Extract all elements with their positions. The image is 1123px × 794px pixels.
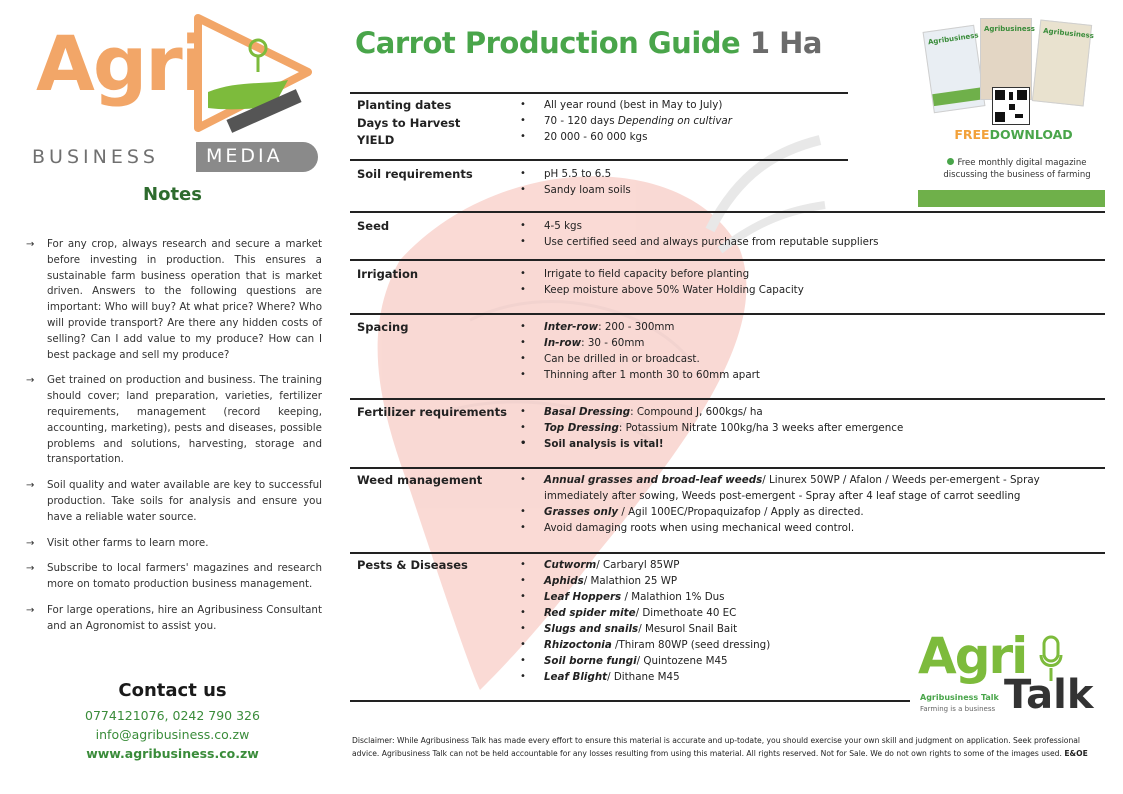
eoe-text: E&OE xyxy=(1064,748,1088,758)
note-text: Soil quality and water available are key to successful production. Take soils for analysis and ensure you have a reliable water source. xyxy=(47,479,322,523)
irrigation-items xyxy=(520,266,1106,298)
table-rule xyxy=(350,92,848,94)
magazine-cover xyxy=(1032,20,1095,107)
list-item: • Sandy loam soils xyxy=(520,182,1106,198)
logo-media-text: MEDIA xyxy=(196,142,318,172)
magazine-title: Agribusiness xyxy=(1042,26,1095,41)
item-key: Soil borne fungi xyxy=(544,655,637,667)
arrow-right-icon: → xyxy=(26,239,35,250)
item-key: Top Dressing xyxy=(544,422,619,434)
list-item-note: Depending on cultivar xyxy=(617,115,732,127)
table-rule xyxy=(350,398,1105,400)
list-item: • Thinning after 1 month 30 to 60mm apart xyxy=(520,367,1106,383)
free-text: FREE xyxy=(954,127,990,142)
notes-list xyxy=(26,237,322,645)
item-key: Rhizoctonia xyxy=(544,639,612,651)
row-label-soil: Soil requirements xyxy=(357,167,473,181)
note-item xyxy=(26,536,322,552)
contact-phone[interactable]: 0774121076, 0242 790 326 xyxy=(85,708,260,723)
list-item-text: 70 - 120 days xyxy=(544,115,618,127)
list-item xyxy=(520,472,1106,504)
item-key: Slugs and snails xyxy=(544,623,639,635)
item-key: Grasses only xyxy=(544,506,619,518)
arrow-right-icon: → xyxy=(26,480,35,492)
list-item: • 4-5 kgs xyxy=(520,218,1106,234)
fertilizer-items xyxy=(520,404,1106,452)
list-item: • Avoid damaging roots when using mechanical weed control. xyxy=(520,520,1106,536)
item-key: Aphids xyxy=(544,575,584,587)
note-text: For any crop, always research and secure a market before investing in production. This ensures a sustainable farm business operation that is market driven. Answers to the following questions are important: Who will buy? At what price? Where? Who will provide transport? Are there any hidden costs of selling? Can I add value to my produce? How can I best package and sell my produce? xyxy=(47,238,322,361)
item-value: : Potassium Nitrate 100kg/ha 3 weeks after emergence xyxy=(618,422,904,434)
item-value: / Carbaryl 85WP xyxy=(596,559,680,571)
note-text: For large operations, hire an Agribusiness Consultant and an Agronomist to assist you. xyxy=(47,603,322,632)
list-item xyxy=(520,420,1106,436)
item-value: / Mesurol Snail Bait xyxy=(638,623,738,635)
disclaimer xyxy=(352,735,1098,760)
item-value: / Dithane M45 xyxy=(607,671,680,683)
item-key: Basal Dressing xyxy=(544,406,631,418)
table-rule xyxy=(350,159,848,161)
note-item xyxy=(26,373,322,468)
promo-note-text: Free monthly digital magazine discussing the business of farming xyxy=(943,158,1091,180)
item-value: /Thiram 80WP (seed dressing) xyxy=(611,639,771,651)
table-rule xyxy=(350,313,1105,315)
magazine-title: Agribusiness xyxy=(927,31,980,47)
disclaimer-text: Disclaimer: While Agribusiness Talk has made every effort to ensure this material is accurate and up-todate, you should exercise your own skill and judgment on application. Seek professional advice. Agribusiness Talk can not be held accountable for any losses resulting from using this material. All rights reserved. Not for Sale. We do not own rights to some of the images used. xyxy=(352,736,1081,758)
title-area: 1 Ha xyxy=(749,26,822,60)
item-value: / Malathion 25 WP xyxy=(583,575,678,587)
page-title xyxy=(355,26,822,60)
table-rule xyxy=(350,552,1105,554)
item-value: / Dimethoate 40 EC xyxy=(635,607,737,619)
row-label-seed: Seed xyxy=(357,219,390,233)
agri-talk-logo xyxy=(918,627,1108,723)
arrow-right-icon: → xyxy=(26,604,35,616)
agri-talk-subtitle: Agribusiness Talk xyxy=(920,693,999,702)
row-label-weed: Weed management xyxy=(357,473,483,487)
item-key: Inter-row xyxy=(544,321,599,333)
row-label-fertilizer: Fertilizer requirements xyxy=(357,405,507,419)
arrow-right-icon: → xyxy=(26,537,35,549)
item-value: : Compound J, 600kgs/ ha xyxy=(630,406,763,418)
list-item: • 20 000 - 60 000 kgs xyxy=(520,129,1106,145)
weed-items xyxy=(520,472,1106,536)
list-item: • pH 5.5 to 6.5 xyxy=(520,166,1106,182)
list-item xyxy=(520,335,1106,351)
list-item: • Irrigate to field capacity before planting xyxy=(520,266,1106,282)
item-value: / Quintozene M45 xyxy=(636,655,728,667)
item-key: Leaf Blight xyxy=(544,671,608,683)
soil-items xyxy=(520,166,1106,198)
list-item xyxy=(520,573,1106,589)
table-rule xyxy=(350,700,910,702)
list-item xyxy=(520,504,1106,520)
seed-items xyxy=(520,218,1106,250)
logo-business-text: BUSINESS xyxy=(32,146,159,168)
list-item xyxy=(520,319,1106,335)
download-text: DOWNLOAD xyxy=(989,127,1073,142)
list-item: • Use certified seed and always purchase from reputable suppliers xyxy=(520,234,1106,250)
list-item: • All year round (best in May to July) xyxy=(520,97,1106,113)
agri-talk-talk-word: Talk xyxy=(1004,672,1094,718)
item-key: Annual grasses and broad-leaf weeds xyxy=(544,474,763,486)
list-item: • Can be drilled in or broadcast. xyxy=(520,351,1106,367)
list-item xyxy=(520,404,1106,420)
contact-heading: Contact us xyxy=(118,680,227,701)
contact-website-link[interactable]: www.agribusiness.co.zw xyxy=(86,746,259,761)
item-value: / Malathion 1% Dus xyxy=(621,591,725,603)
agri-talk-tagline: Farming is a business xyxy=(920,705,996,713)
row-label-spacing: Spacing xyxy=(357,320,409,334)
row-label-planting xyxy=(357,97,460,150)
label-days-to-harvest: Days to Harvest xyxy=(357,115,461,130)
spacing-items xyxy=(520,319,1106,383)
note-item xyxy=(26,478,322,525)
list-item xyxy=(520,589,1106,605)
item-value: : 200 - 300mm xyxy=(598,321,675,333)
item-key: In-row xyxy=(544,337,582,349)
list-item xyxy=(520,113,1106,129)
row-label-pests: Pests & Diseases xyxy=(357,558,468,572)
note-text: Get trained on production and business. The training should cover; land preparation, varieties, fertilizer requirements, management (record keeping, accounting, marketing), pests and diseases, possible problems and solutions, harvesting, storage and transportation. xyxy=(47,374,322,466)
bullet-dot-icon xyxy=(947,158,954,165)
agribusiness-media-logo xyxy=(28,8,318,168)
label-yield: YIELD xyxy=(357,133,395,147)
list-item: • Soil analysis is vital! xyxy=(520,436,1106,452)
list-item xyxy=(520,605,1106,621)
arrow-right-icon: → xyxy=(26,375,35,387)
note-item xyxy=(26,561,322,593)
arrow-right-icon: → xyxy=(26,563,35,575)
label-planting-dates: Planting dates xyxy=(357,98,452,112)
table-rule xyxy=(350,211,1105,213)
agri-talk-word: Agri xyxy=(918,627,1027,685)
table-rule xyxy=(350,259,1105,261)
row-label-irrigation: Irrigation xyxy=(357,267,419,281)
note-item xyxy=(26,603,322,635)
note-text: Visit other farms to learn more. xyxy=(47,536,209,549)
title-text: Carrot Production Guide xyxy=(355,26,741,60)
magazine-title: Agribusiness xyxy=(984,25,1035,33)
note-item xyxy=(26,237,322,363)
list-item xyxy=(520,557,1106,573)
table-rule xyxy=(350,467,1105,469)
notes-heading: Notes xyxy=(143,184,202,205)
list-item: • Keep moisture above 50% Water Holding Capacity xyxy=(520,282,1106,298)
contact-email-link[interactable]: info@agribusiness.co.zw xyxy=(95,727,250,742)
item-key: Cutworm xyxy=(544,559,597,571)
item-key: Leaf Hoppers xyxy=(544,591,622,603)
logo-word: Agri xyxy=(36,19,205,108)
item-value: : 30 - 60mm xyxy=(581,337,645,349)
item-value: / Agil 100EC/Propaquizafop / Apply as directed. xyxy=(618,506,864,518)
note-text: Subscribe to local farmers' magazines and research more on tomato production business management. xyxy=(47,562,322,591)
item-value: / Linurex 50WP / Afalon / Weeds per-emergent - Spray immediately after sowing, Weeds post-emergent - Spray after 4 leaf stage of carrot seedling xyxy=(544,474,1040,502)
item-key: Red spider mite xyxy=(544,607,636,619)
planting-items xyxy=(520,97,1106,145)
